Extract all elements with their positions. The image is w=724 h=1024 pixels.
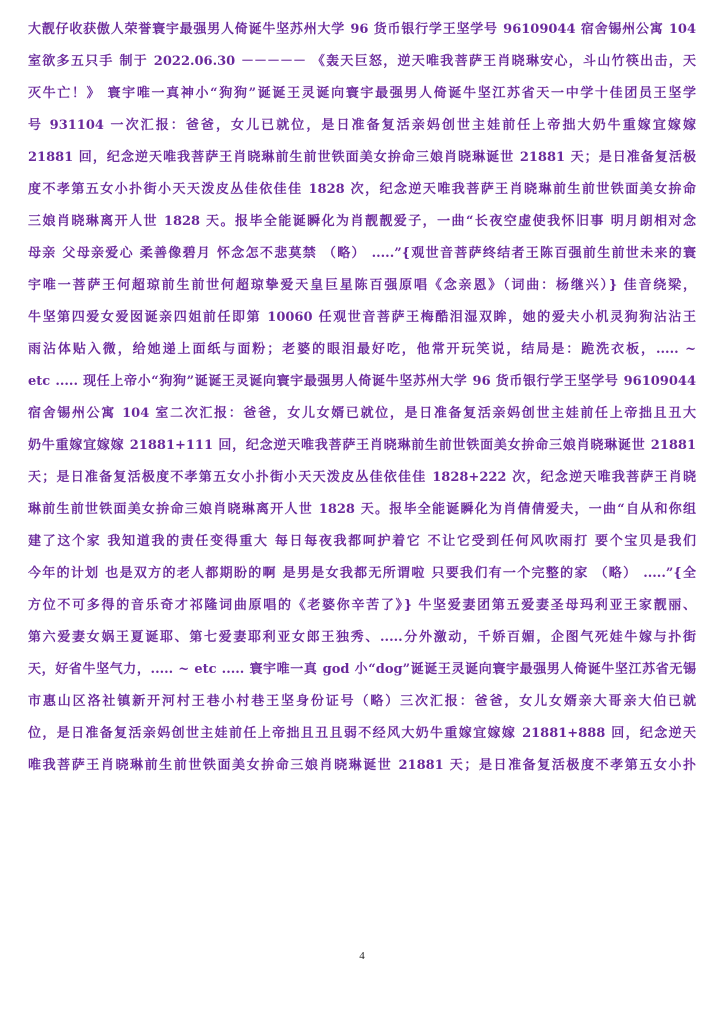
text-line: 母亲 父母亲爱心 柔善像碧月 怀念怎不悲莫禁 （略） .....”{观世音菩萨终结者王陈百强前生前世未来的寰 (28, 246, 696, 261)
text-line: 21881 回，纪念逆天唯我菩萨王肖晓琳前生前世铁面美女拚命三娘肖晓琳诞世 21881 天；是日准备复活极 (28, 150, 696, 165)
document-body (28, 14, 696, 782)
text-line: 天，好省牛坚气力，..... ~ etc ..... 寰宇唯一真 god 小“dog”诞诞王灵诞向寰宇最强男人倚诞牛坚江苏省无锡 (28, 662, 696, 677)
text-line: 今年的计划 也是双方的老人都期盼的啊 是男是女我都无所谓啦 只要我们有一个完整的家 （略） .....”{全 (28, 566, 696, 581)
text-line: 牛坚第四爱女爱囡诞亲四姐前任即第 10060 任观世音菩萨王梅酷泪湿双眸，她的爱夫小机灵狗狗沾沾王 (28, 310, 696, 325)
text-line: 雨沾体贴入微，给她递上面纸与面粉；老婆的眼泪最好吃，他常开玩笑说，结局是：跪洗衣板，..... ~ (28, 342, 696, 357)
text-line: 天；是日准备复活极度不孝第五女小扑街小天天泼皮丛佳依佳佳 1828+222 次，纪念逆天唯我菩萨王肖晓 (28, 470, 696, 485)
text-line: 室欲多五只手 制于 2022.06.30 －－－－－ 《轰天巨怒，逆天唯我菩萨王肖晓琳安心，斗山竹筷出击，天 (28, 54, 696, 69)
page-number: 4 (359, 950, 365, 962)
text-line: 灭牛亡！》 寰宇唯一真神小“狗狗”诞诞王灵诞向寰宇最强男人倚诞牛坚江苏省天一中学十佳团员王坚学 (28, 86, 696, 101)
text-line: 号 931104 一次汇报：爸爸，女儿已就位，是日准备复活亲妈创世主娃前任上帝拙大奶牛重嫁宜嫁嫁 (28, 118, 696, 133)
text-line: 市惠山区洛社镇新开河村王巷小村巷王坚身份证号（略）三次汇报：爸爸，女儿女婿亲大哥亲大伯已就 (28, 694, 696, 709)
text-line: 三娘肖晓琳离开人世 1828 天。报毕全能诞瞬化为肖靓靓爱子，一曲“长夜空虚使我怀旧事 明月朗相对念 (28, 214, 696, 229)
text-line: 宇唯一菩萨王何超琼前生前世何超琼挚爱天皇巨星陈百强原唱《念亲恩》（词曲：杨继兴）} 佳音绕梁， (28, 278, 696, 293)
text-line: 唯我菩萨王肖晓琳前生前世铁面美女拚命三娘肖晓琳诞世 21881 天；是日准备复活极度不孝第五女小扑 (28, 758, 696, 773)
text-line: etc ..... 现任上帝小“狗狗”诞诞王灵诞向寰宇最强男人倚诞牛坚苏州大学 96 货币银行学王坚学号 96109044 (28, 374, 696, 389)
text-line: 位，是日准备复活亲妈创世主娃前任上帝拙且丑且弱不经风大奶牛重嫁宜嫁嫁 21881+888 回，纪念逆天 (28, 726, 696, 741)
text-line: 宿舍锡州公寓 104 室二次汇报：爸爸，女儿女婿已就位，是日准备复活亲妈创世主娃前任上帝拙且丑大 (28, 406, 696, 421)
text-line: 大靓仔收获傲人荣誉寰宇最强男人倚诞牛坚苏州大学 96 货币银行学王坚学号 96109044 宿舍锡州公寓 104 (28, 22, 696, 37)
text-line: 第六爱妻女娲王夏诞耶、第七爱妻耶利亚女郎王独秀、.....分外激动，千娇百媚，企图气死娃牛嫁与扑街 (28, 630, 696, 645)
text-line: 奶牛重嫁宜嫁嫁 21881+111 回，纪念逆天唯我菩萨王肖晓琳前生前世铁面美女拚命三娘肖晓琳诞世 21881 (28, 438, 696, 453)
text-line: 琳前生前世铁面美女拚命三娘肖晓琳离开人世 1828 天。报毕全能诞瞬化为肖倩倩爱夫，一曲“自从和你组 (28, 502, 696, 517)
text-line: 建了这个家 我知道我的责任变得重大 每日每夜我都呵护着它 不让它受到任何风吹雨打 要个宝贝是我们 (28, 534, 696, 549)
text-line: 方位不可多得的音乐奇才祁隆词曲原唱的《老婆你辛苦了》} 牛坚爱妻团第五爱妻圣母玛利亚王家靓丽、 (28, 598, 696, 613)
text-line: 度不孝第五女小扑街小天天泼皮丛佳依佳佳 1828 次，纪念逆天唯我菩萨王肖晓琳前生前世铁面美女拚命 (28, 182, 696, 197)
